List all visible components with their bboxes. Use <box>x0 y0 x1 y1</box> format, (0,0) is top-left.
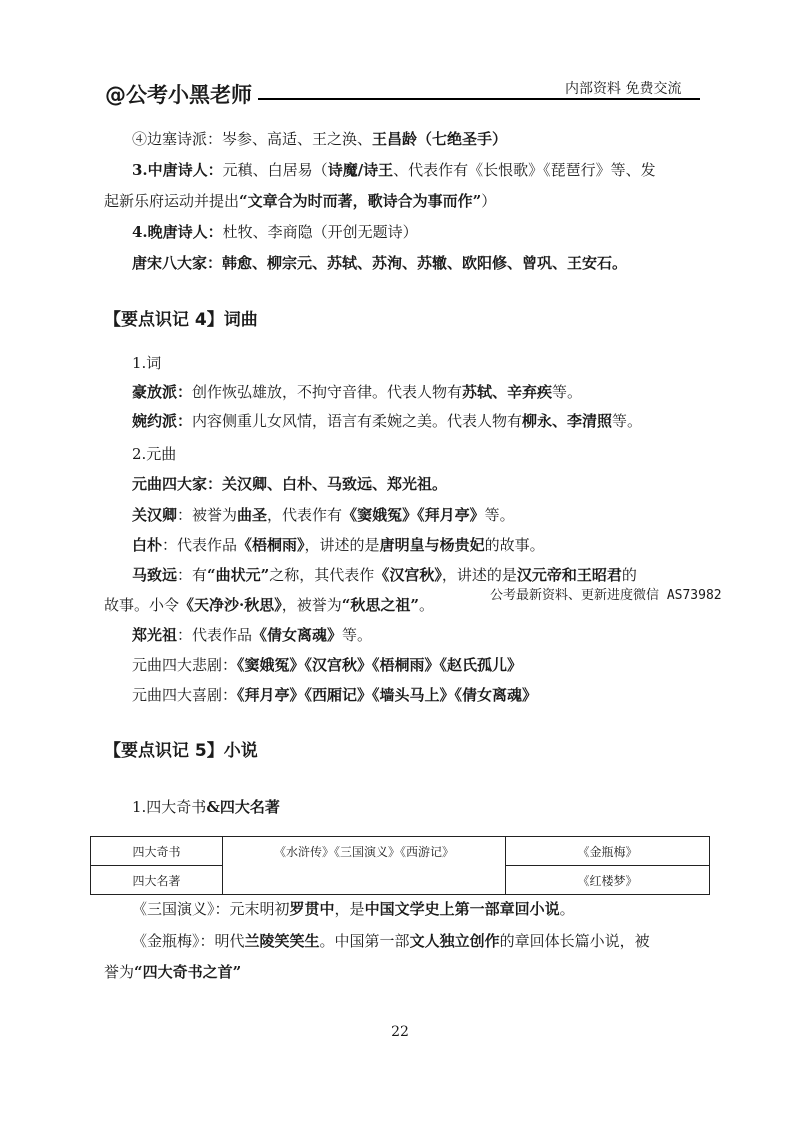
comedies-list: 《拜月亭》《西厢记》《墙头马上》《倩女离魂》 <box>237 686 538 704</box>
late-tang-label: 4.晚唐诗人： <box>132 223 223 241</box>
section5-heading: 【要点识记 5】小说 <box>104 741 258 761</box>
comedies-line <box>132 684 537 706</box>
late-tang-names: 杜牧、李商隐（开创无题诗） <box>222 223 418 241</box>
ma-line2-text: 故事。小令 <box>104 596 180 614</box>
wanyue-text: 内容侧重儿女风情，语言有柔婉之美。代表人物有 <box>192 412 523 430</box>
bai-text: ：代表作品 <box>162 536 238 554</box>
jinping-title: 《金瓶梅》 <box>132 932 200 950</box>
jinping-line <box>132 930 650 952</box>
tragedies-list: 《窦娥冤》《汉宫秋》《梧桐雨》《赵氏孤儿》 <box>237 656 523 674</box>
sanguo-author: 罗贯中 <box>289 900 335 918</box>
jinping-line2 <box>104 961 241 983</box>
page-number: 22 <box>391 1024 409 1040</box>
bai-line <box>132 534 545 556</box>
mid-tang-works: 、代表作有《长恨歌》《琵琶行》等、发 <box>393 161 656 179</box>
guan-honor: 曲圣 <box>237 506 268 524</box>
mid-tang-label: 3.中唐诗人： <box>132 161 223 179</box>
ma-xiaoling: 《天净沙·秋思》 <box>179 596 282 614</box>
header-title: @公考小黑老师 <box>105 83 252 107</box>
frontier-poets-line <box>132 128 507 150</box>
bai-work: 《梧桐雨》 <box>237 536 305 554</box>
guan-end: 等。 <box>484 506 515 524</box>
four-masters-label: 元曲四大家： <box>132 475 223 493</box>
haofang-names: 苏轼、辛弃疾 <box>462 383 553 401</box>
guan-works: 《窦娥冤》《拜月亭》 <box>342 506 485 524</box>
bai-mid: ，讲述的是 <box>304 536 380 554</box>
tragedies-line <box>132 654 522 676</box>
mid-tang-line2 <box>104 190 496 212</box>
section4-heading: 【要点识记 4】词曲 <box>104 310 258 330</box>
ma-mid: ，讲述的是 <box>441 566 517 584</box>
zheng-line <box>132 624 372 646</box>
zheng-end: 等。 <box>342 626 373 644</box>
zheng-work: 《倩女离魂》 <box>252 626 343 644</box>
bai-story: 唐明皇与杨贵妃 <box>379 536 485 554</box>
ma-praise: ，被誉为 <box>281 596 342 614</box>
haofang-label: 豪放派： <box>132 383 193 401</box>
sanguo-end: 。 <box>559 900 575 918</box>
header-tag: 内部资料 免费交流 <box>565 81 682 97</box>
shared-novels-cell: 《水浒传》《三国演义》《西游记》 <box>223 837 506 895</box>
mid-tang-line <box>132 159 656 181</box>
mid-tang-title: 诗魔/诗王 <box>327 161 394 179</box>
table-row <box>91 837 710 866</box>
wanyue-end: 等。 <box>612 412 643 430</box>
jinping-text: ：明代 <box>199 932 245 950</box>
jinping-mid: 。中国第一部 <box>319 932 410 950</box>
mid-tang-quote: “文章合为时而著，歌诗合为事而作” <box>239 192 482 210</box>
ma-line2 <box>104 594 434 616</box>
eight-masters-line <box>132 252 627 274</box>
frontier-label: ④边塞诗派： <box>132 130 223 148</box>
ma-title: “秋思之祖” <box>341 596 420 614</box>
ma-period: 。 <box>419 596 435 614</box>
jinping-end: 的章回体长篇小说，被 <box>499 932 650 950</box>
jinping-author: 兰陵笑笑生 <box>244 932 320 950</box>
bai-label: 白朴 <box>132 536 163 554</box>
mid-tang-line2-text: 起新乐府运动并提出 <box>104 192 240 210</box>
mid-tang-close: ） <box>481 192 497 210</box>
novels-table <box>90 836 710 895</box>
zheng-label: 郑光祖 <box>132 626 178 644</box>
ma-honor: “曲状元” <box>207 566 270 584</box>
jinping-line2-text: 誉为 <box>104 963 135 981</box>
sanguo-line <box>132 898 575 920</box>
eight-masters-label: 唐宋八大家： <box>132 254 223 272</box>
late-tang-line <box>132 221 418 243</box>
hongloumeng-cell: 《红楼梦》 <box>506 866 710 895</box>
mid-tang-names: 元稹、白居易（ <box>222 161 328 179</box>
row-label-qishu: 四大奇书 <box>91 837 223 866</box>
sanguo-claim: 中国文学史上第一部章回小说 <box>364 900 560 918</box>
ma-work: 《汉宫秋》 <box>374 566 442 584</box>
guan-works-text: ，代表作有 <box>267 506 343 524</box>
jinping-claim: 文人独立创作 <box>409 932 500 950</box>
novels-subtitle-plain: 1.四大奇书 <box>132 798 207 816</box>
jinping-honor: “四大奇书之首” <box>134 963 242 981</box>
haofang-end: 等。 <box>552 383 583 401</box>
guan-label: 关汉卿 <box>132 506 178 524</box>
frontier-highlight: 王昌龄（七绝圣手） <box>372 130 508 148</box>
sanguo-title: 《三国演义》 <box>132 900 215 918</box>
sanguo-mid: ，是 <box>334 900 365 918</box>
jinpingmei-cell: 《金瓶梅》 <box>506 837 710 866</box>
ma-line <box>132 564 637 586</box>
ma-works-text: 之称，其代表作 <box>269 566 375 584</box>
ma-story: 汉元帝和王昭君 <box>516 566 622 584</box>
guan-text: ：被誉为 <box>177 506 238 524</box>
ma-label: 马致远 <box>132 566 178 584</box>
ma-text: ：有 <box>177 566 208 584</box>
header-rule <box>258 98 700 100</box>
yuanqu-title: 2.元曲 <box>132 445 177 463</box>
frontier-names: 岑参、高适、王之涣、 <box>222 130 373 148</box>
tragedies-label: 元曲四大悲剧： <box>132 656 238 674</box>
wanyue-line <box>132 410 642 432</box>
comedies-label: 元曲四大喜剧： <box>132 686 238 704</box>
novels-subtitle-bold: &四大名著 <box>206 798 280 816</box>
haofang-line <box>132 381 582 403</box>
novels-subtitle <box>132 796 280 818</box>
haofang-text: 创作恢弘雄放，不拘守音律。代表人物有 <box>192 383 463 401</box>
four-masters-names: 关汉卿、白朴、马致远、郑光祖。 <box>222 475 448 493</box>
guan-line <box>132 504 515 526</box>
ma-end: 的 <box>621 566 637 584</box>
sanguo-text: ：元末明初 <box>214 900 290 918</box>
bai-end: 的故事。 <box>484 536 545 554</box>
ci-title: 1.词 <box>132 354 162 372</box>
yuanqu-four-masters-line <box>132 473 447 495</box>
eight-masters-names: 韩愈、柳宗元、苏轼、苏洵、苏辙、欧阳修、曾巩、王安石。 <box>222 254 628 272</box>
row-label-mingzhu: 四大名著 <box>91 866 223 895</box>
wanyue-label: 婉约派： <box>132 412 193 430</box>
watermark-text: 公考最新资料、更新进度微信 AS73982 <box>490 588 722 603</box>
wanyue-names: 柳永、李清照 <box>522 412 613 430</box>
zheng-text: ：代表作品 <box>177 626 253 644</box>
